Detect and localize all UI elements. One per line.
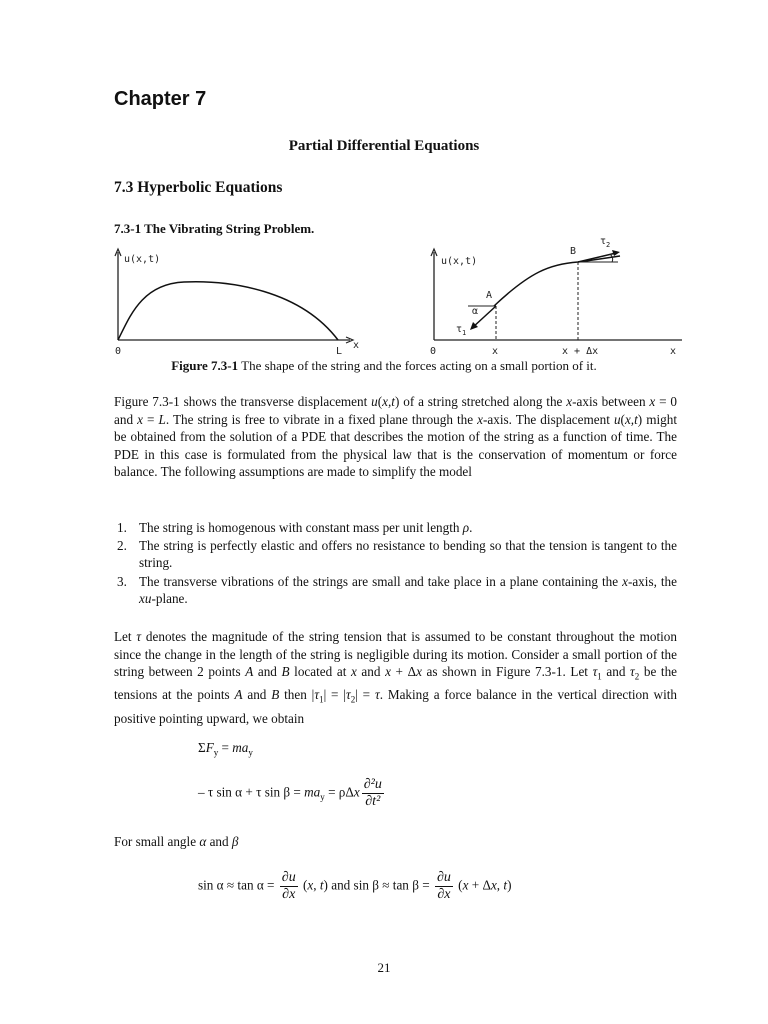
math-var: x [353, 784, 360, 800]
equation-force-sum [198, 740, 253, 758]
list-item [114, 519, 677, 536]
left-origin-label: 0 [115, 346, 122, 357]
text-run: and [242, 687, 272, 703]
right-ylabel: u(x,t) [441, 256, 478, 267]
figure-caption [0, 358, 768, 374]
chapter-title: Partial Differential Equations [288, 138, 480, 154]
math-op: + Δ [468, 877, 491, 893]
math-var: ma [232, 740, 249, 755]
list-number: 3. [117, 573, 127, 589]
math-op: , [496, 877, 504, 893]
text-run: = 0 and [114, 394, 677, 427]
math-var: x [477, 411, 484, 427]
math-var: F [205, 740, 214, 755]
math-op: = ρΔ [324, 784, 354, 800]
text-run: ( [377, 394, 383, 409]
math-var: x [416, 664, 422, 680]
tau2-subscript: 2 [606, 241, 611, 249]
derivative-fraction [280, 870, 298, 903]
text-run: | = [355, 687, 375, 703]
string-figures [110, 236, 690, 360]
right-plot [430, 236, 682, 357]
text-run: -plane. [151, 590, 188, 606]
math-var: x [307, 877, 314, 893]
text-run: . [469, 520, 473, 535]
subscript: y [248, 747, 253, 758]
fraction-denominator: ∂x [282, 887, 296, 902]
chapter-heading: Chapter 7 [114, 88, 207, 110]
tau2-symbol: τ [600, 236, 607, 247]
math-op: = [218, 740, 233, 755]
text-run: ( [620, 411, 625, 427]
math-var: x [385, 664, 391, 680]
fraction-numerator: ∂u [436, 870, 451, 885]
tau2-arrowhead [612, 250, 620, 256]
text-run: located at [289, 664, 351, 680]
equation-small-angle [198, 870, 511, 903]
math-var: x [137, 411, 143, 427]
subscript: 1 [597, 671, 602, 682]
list-number: 2. [117, 538, 127, 554]
text-run: . Making a force balance in the vertical direction with positive pointing upward, we obtain [114, 687, 677, 726]
text-run: The transverse vibrations of the strings are small and take place in a plane containing the [139, 573, 623, 589]
figure-caption-label: Figure 7.3-1 [171, 358, 239, 373]
math-var: t [319, 877, 324, 893]
page-number: 21 [377, 960, 391, 975]
text-run: Let [114, 629, 137, 644]
math-var: A [234, 687, 243, 703]
subscript: 2 [634, 671, 640, 682]
math-var: x [649, 394, 656, 409]
tau2-label [600, 236, 610, 249]
math-var: u [371, 394, 378, 409]
math-var: x [350, 664, 357, 680]
math-expression: sin α ≈ tan α = [198, 877, 278, 893]
left-x-label: x [353, 340, 360, 351]
text-run: ) of a string stretched along the [394, 394, 567, 409]
left-string-curve [118, 282, 338, 340]
left-ylabel: u(x,t) [124, 254, 161, 265]
math-expression: – τ sin α + τ sin β = [198, 784, 305, 800]
text-run: + Δ [390, 664, 417, 680]
second-derivative-fraction [362, 777, 384, 810]
tau1-subscript: 1 [462, 329, 467, 337]
list-number: 1. [117, 520, 127, 535]
math-var: x,t [624, 411, 638, 427]
math-expression: ) and sin β ≈ tan β = [323, 877, 433, 893]
left-L-label: L [336, 346, 343, 357]
point-B-label: B [570, 246, 577, 257]
list-item [114, 537, 677, 571]
subscript: y [320, 792, 325, 803]
math-var: ρ [462, 520, 470, 535]
text-run: The string is homogenous with constant mass per unit length [139, 520, 463, 535]
math-var: x [462, 877, 469, 893]
math-var: x,t [382, 394, 395, 409]
subsection-heading: 7.3-1 The Vibrating String Problem. [114, 221, 315, 236]
point-A-label: A [486, 290, 493, 301]
alpha-label: α [472, 306, 479, 317]
text-run: be the tensions at the points [114, 664, 678, 703]
text-run: as shown in Figure 7.3-1. Let [421, 664, 593, 680]
math-var: τ [314, 687, 320, 703]
text-run: ) might be obtained from the solution of a PDE that describes the motion of the string as a function of time. The PDE in this case is formulated from the physical law that is the conservation of momentum or force balance. The following assumptions are made to simplify the model [114, 411, 677, 480]
figure-caption-text: The shape of the string and the forces acting on a small portion of it. [238, 358, 597, 373]
math-var: β [231, 834, 239, 849]
text-run: -axis between [572, 394, 650, 409]
subscript: y [213, 747, 219, 758]
math-var: u [613, 411, 621, 427]
subscript: 2 [350, 695, 356, 706]
text-run: -axis. The displacement [483, 411, 614, 427]
text-run: . The string is free to vibrate in a fixed plane through the [165, 411, 478, 427]
math-op: , [313, 877, 320, 893]
small-angle-text [114, 834, 239, 850]
text-run: and [601, 664, 631, 680]
math-var: τ [136, 629, 142, 644]
math-var: t [503, 877, 508, 893]
math-var: L [158, 411, 166, 427]
fraction-denominator: ∂x [437, 887, 451, 902]
derivative-fraction [435, 870, 453, 903]
math-var: x [490, 877, 497, 893]
text-run: For small angle [114, 834, 200, 849]
math-symbol: Σ [198, 740, 206, 755]
fraction-denominator: ∂t² [365, 794, 381, 809]
text-run: Figure 7.3-1 shows the transverse displacement [114, 394, 372, 409]
math-var: x [622, 573, 628, 589]
fraction-numerator: ∂²u [363, 777, 382, 792]
list-item [114, 573, 677, 607]
math-var: ma [304, 784, 321, 800]
right-x-label: x [670, 346, 677, 357]
section-heading: 7.3 Hyperbolic Equations [114, 179, 283, 196]
math-var: B [281, 664, 290, 680]
subscript: 1 [319, 695, 324, 706]
math-var: x [566, 394, 573, 409]
text-run: -axis, the [627, 573, 677, 589]
math-op: ( [454, 877, 463, 893]
text-run: = [142, 411, 159, 427]
math-var: B [271, 687, 280, 703]
math-var: xu [139, 590, 152, 606]
right-x1-label: x [492, 346, 499, 357]
math-var: A [245, 664, 254, 680]
math-var: α [199, 834, 207, 849]
assumptions-list [114, 519, 677, 608]
text-run: then | [279, 687, 315, 703]
tau1-symbol: τ [456, 324, 463, 335]
right-origin-label: 0 [430, 346, 437, 357]
math-var: τ [592, 664, 598, 680]
right-x2-label: x + Δx [562, 346, 599, 357]
paragraph-intro [114, 393, 677, 481]
text-run: and [206, 834, 232, 849]
text-run: and [253, 664, 282, 680]
text-run: | = | [323, 687, 346, 703]
math-var: τ [345, 687, 351, 703]
math-op: ) [507, 877, 512, 893]
text-run: The string is perfectly elastic and offers no resistance to bending so that the tension is tangent to the string. [139, 538, 677, 571]
paragraph-tension [114, 628, 677, 727]
text-run: denotes the magnitude of the string tension that is assumed to be constant throughout the motion since the change in the length of the string is negligible during its motion. Consider a small portion of the string between 2 points [114, 629, 677, 680]
math-var: τ [630, 664, 635, 680]
equation-force-balance [198, 777, 386, 810]
left-plot [115, 249, 359, 357]
math-var: τ [374, 687, 380, 703]
tau1-label [456, 324, 466, 337]
text-run: and [356, 664, 386, 680]
fraction-numerator: ∂u [281, 870, 296, 885]
math-op: ( [299, 877, 308, 893]
right-string-curve [494, 256, 620, 306]
